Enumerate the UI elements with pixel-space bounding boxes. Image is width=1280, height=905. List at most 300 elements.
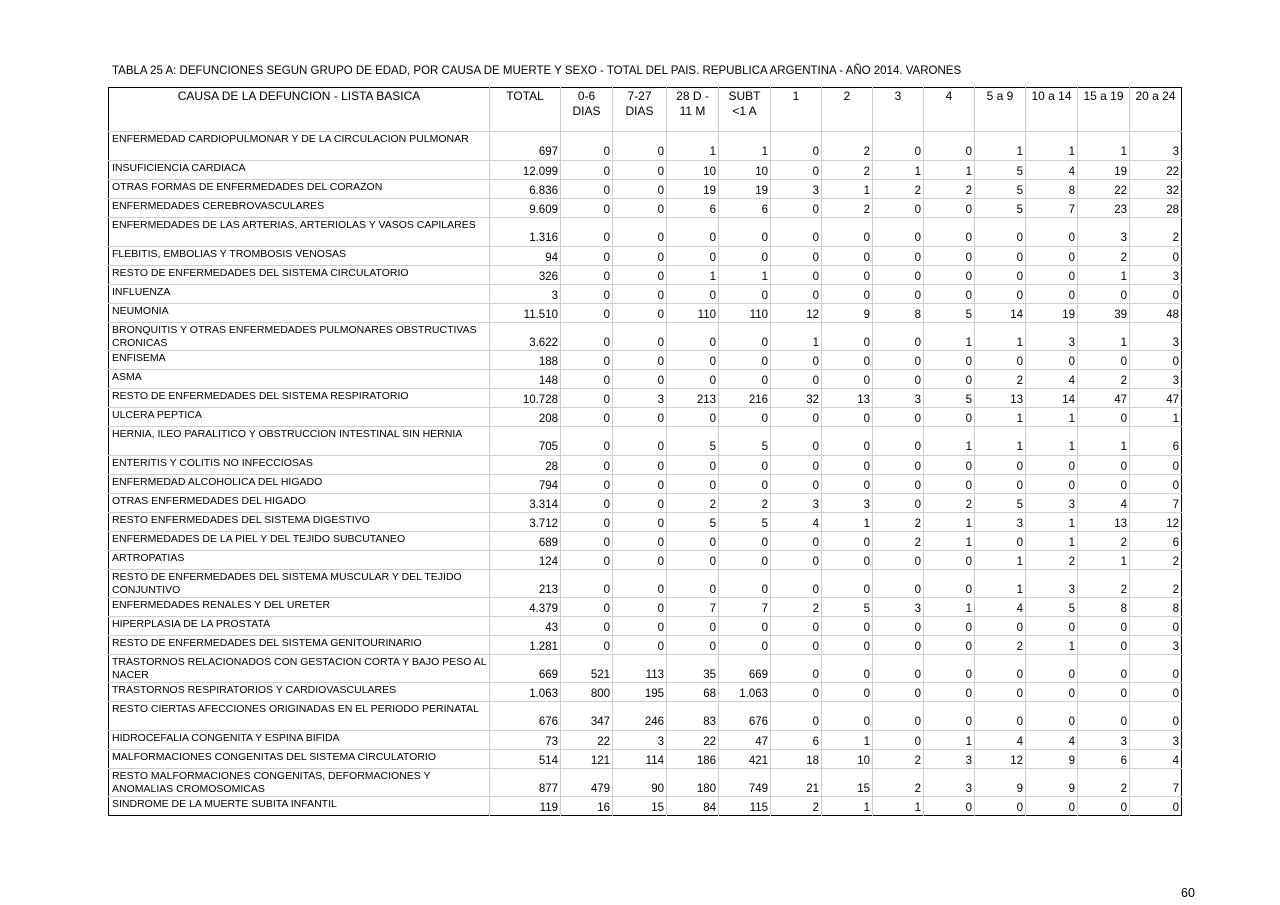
value-cell: 0 bbox=[924, 199, 975, 218]
value-cell: 2 bbox=[822, 161, 873, 180]
value-cell: 0 bbox=[667, 532, 719, 551]
value-cell: 2 bbox=[1026, 551, 1078, 570]
cause-cell: OTRAS ENFERMEDADES DEL HIGADO bbox=[109, 494, 490, 513]
value-cell: 0 bbox=[1026, 218, 1078, 247]
value-cell: 0 bbox=[1078, 351, 1130, 370]
table-row bbox=[109, 247, 1182, 266]
cause-cell: OTRAS FORMAS DE ENFERMEDADES DEL CORAZON bbox=[109, 180, 490, 199]
value-cell: 0 bbox=[975, 617, 1026, 636]
value-cell: 0 bbox=[924, 636, 975, 655]
table-row bbox=[109, 266, 1182, 285]
value-cell: 6 bbox=[1130, 532, 1182, 551]
value-cell: 2 bbox=[873, 769, 924, 797]
value-cell: 35 bbox=[667, 655, 719, 683]
value-cell: 0 bbox=[975, 351, 1026, 370]
value-cell: 1 bbox=[822, 797, 873, 816]
value-cell: 0 bbox=[1130, 683, 1182, 702]
value-cell: 2 bbox=[1130, 570, 1182, 598]
value-cell: 180 bbox=[667, 769, 719, 797]
value-cell: 47 bbox=[719, 731, 771, 750]
value-cell: 0 bbox=[719, 617, 771, 636]
value-cell: 115 bbox=[719, 797, 771, 816]
value-cell: 0 bbox=[667, 408, 719, 427]
value-cell: 0 bbox=[561, 636, 613, 655]
value-cell: 6 bbox=[719, 199, 771, 218]
table-row bbox=[109, 494, 1182, 513]
value-cell: 1 bbox=[771, 323, 822, 351]
cause-cell: ENFERMEDADES RENALES Y DEL URETER bbox=[109, 598, 490, 617]
cause-cell: SINDROME DE LA MUERTE SUBITA INFANTIL bbox=[109, 797, 490, 816]
cause-cell: HERNIA, ILEO PARALITICO Y OBSTRUCCION INTESTINAL SIN HERNIA bbox=[109, 427, 490, 456]
value-cell: 0 bbox=[1130, 797, 1182, 816]
value-cell: 0 bbox=[719, 636, 771, 655]
value-cell: 0 bbox=[667, 247, 719, 266]
column-header: 5 a 9 bbox=[975, 88, 1026, 132]
value-cell: 3 bbox=[771, 180, 822, 199]
value-cell: 2 bbox=[822, 132, 873, 161]
value-cell: 1 bbox=[1078, 132, 1130, 161]
table-row bbox=[109, 427, 1182, 456]
value-cell: 0 bbox=[613, 370, 667, 389]
value-cell: 2 bbox=[822, 199, 873, 218]
value-cell: 4.379 bbox=[490, 598, 561, 617]
cause-cell: HIDROCEFALIA CONGENITA Y ESPINA BIFIDA bbox=[109, 731, 490, 750]
value-cell: 13 bbox=[822, 389, 873, 408]
value-cell: 0 bbox=[975, 247, 1026, 266]
value-cell: 3.314 bbox=[490, 494, 561, 513]
value-cell: 0 bbox=[822, 636, 873, 655]
value-cell: 3 bbox=[1130, 266, 1182, 285]
value-cell: 0 bbox=[873, 475, 924, 494]
value-cell: 7 bbox=[667, 598, 719, 617]
value-cell: 8 bbox=[1130, 598, 1182, 617]
table-row bbox=[109, 551, 1182, 570]
value-cell: 13 bbox=[1078, 513, 1130, 532]
value-cell: 6 bbox=[771, 731, 822, 750]
value-cell: 0 bbox=[873, 456, 924, 475]
value-cell: 208 bbox=[490, 408, 561, 427]
value-cell: 0 bbox=[1078, 702, 1130, 731]
value-cell: 1 bbox=[975, 408, 1026, 427]
value-cell: 669 bbox=[719, 655, 771, 683]
value-cell: 0 bbox=[873, 570, 924, 598]
table-row bbox=[109, 570, 1182, 598]
value-cell: 216 bbox=[719, 389, 771, 408]
value-cell: 0 bbox=[719, 370, 771, 389]
value-cell: 1 bbox=[1026, 513, 1078, 532]
value-cell: 0 bbox=[975, 797, 1026, 816]
value-cell: 0 bbox=[667, 370, 719, 389]
value-cell: 0 bbox=[561, 180, 613, 199]
value-cell: 1 bbox=[1078, 266, 1130, 285]
value-cell: 0 bbox=[719, 218, 771, 247]
cause-cell: MALFORMACIONES CONGENITAS DEL SISTEMA CIRCULATORIO bbox=[109, 750, 490, 769]
column-header: SUBT <1 A bbox=[719, 88, 771, 132]
value-cell: 0 bbox=[771, 199, 822, 218]
table-row bbox=[109, 475, 1182, 494]
value-cell: 5 bbox=[667, 513, 719, 532]
table-row bbox=[109, 285, 1182, 304]
value-cell: 3 bbox=[924, 750, 975, 769]
value-cell: 9 bbox=[1026, 769, 1078, 797]
table-row bbox=[109, 655, 1182, 683]
value-cell: 0 bbox=[719, 570, 771, 598]
value-cell: 1 bbox=[822, 513, 873, 532]
value-cell: 0 bbox=[873, 702, 924, 731]
value-cell: 0 bbox=[561, 351, 613, 370]
table-row bbox=[109, 408, 1182, 427]
value-cell: 0 bbox=[613, 408, 667, 427]
value-cell: 1 bbox=[1078, 323, 1130, 351]
value-cell: 1 bbox=[1078, 427, 1130, 456]
value-cell: 1 bbox=[1026, 132, 1078, 161]
value-cell: 0 bbox=[613, 266, 667, 285]
value-cell: 0 bbox=[771, 351, 822, 370]
value-cell: 0 bbox=[873, 731, 924, 750]
column-header: 3 bbox=[873, 88, 924, 132]
value-cell: 0 bbox=[924, 570, 975, 598]
value-cell: 0 bbox=[561, 408, 613, 427]
value-cell: 1 bbox=[1130, 408, 1182, 427]
table-row bbox=[109, 180, 1182, 199]
value-cell: 0 bbox=[873, 132, 924, 161]
cause-cell: TRASTORNOS RELACIONADOS CON GESTACION CORTA Y BAJO PESO AL NACER bbox=[109, 655, 490, 683]
value-cell: 0 bbox=[561, 199, 613, 218]
value-cell: 1 bbox=[822, 731, 873, 750]
value-cell: 1 bbox=[1026, 408, 1078, 427]
value-cell: 1 bbox=[975, 570, 1026, 598]
value-cell: 2 bbox=[873, 180, 924, 199]
value-cell: 0 bbox=[613, 551, 667, 570]
column-header: 0-6 DIAS bbox=[561, 88, 613, 132]
value-cell: 0 bbox=[771, 683, 822, 702]
value-cell: 10.728 bbox=[490, 389, 561, 408]
value-cell: 794 bbox=[490, 475, 561, 494]
value-cell: 0 bbox=[873, 351, 924, 370]
value-cell: 3 bbox=[1130, 323, 1182, 351]
value-cell: 0 bbox=[822, 218, 873, 247]
value-cell: 10 bbox=[667, 161, 719, 180]
table-row bbox=[109, 304, 1182, 323]
value-cell: 15 bbox=[613, 797, 667, 816]
value-cell: 0 bbox=[667, 351, 719, 370]
value-cell: 0 bbox=[613, 304, 667, 323]
column-header: TOTAL bbox=[490, 88, 561, 132]
value-cell: 22 bbox=[1078, 180, 1130, 199]
value-cell: 3 bbox=[1026, 570, 1078, 598]
value-cell: 0 bbox=[719, 551, 771, 570]
cause-cell: RESTO DE ENFERMEDADES DEL SISTEMA CIRCULATORIO bbox=[109, 266, 490, 285]
value-cell: 0 bbox=[613, 285, 667, 304]
value-cell: 0 bbox=[719, 285, 771, 304]
table-row bbox=[109, 750, 1182, 769]
value-cell: 9 bbox=[1026, 750, 1078, 769]
value-cell: 2 bbox=[1078, 532, 1130, 551]
table-row bbox=[109, 456, 1182, 475]
column-header: 7-27 DIAS bbox=[613, 88, 667, 132]
value-cell: 0 bbox=[822, 266, 873, 285]
value-cell: 676 bbox=[719, 702, 771, 731]
value-cell: 0 bbox=[822, 475, 873, 494]
column-header: 4 bbox=[924, 88, 975, 132]
value-cell: 0 bbox=[924, 456, 975, 475]
value-cell: 2 bbox=[1130, 218, 1182, 247]
value-cell: 0 bbox=[561, 456, 613, 475]
value-cell: 0 bbox=[924, 797, 975, 816]
value-cell: 0 bbox=[771, 475, 822, 494]
value-cell: 0 bbox=[561, 598, 613, 617]
value-cell: 0 bbox=[822, 655, 873, 683]
value-cell: 0 bbox=[1078, 285, 1130, 304]
value-cell: 110 bbox=[667, 304, 719, 323]
value-cell: 0 bbox=[771, 427, 822, 456]
value-cell: 0 bbox=[924, 285, 975, 304]
value-cell: 0 bbox=[667, 570, 719, 598]
value-cell: 0 bbox=[873, 370, 924, 389]
cause-cell: RESTO ENFERMEDADES DEL SISTEMA DIGESTIVO bbox=[109, 513, 490, 532]
value-cell: 0 bbox=[873, 551, 924, 570]
value-cell: 0 bbox=[873, 636, 924, 655]
value-cell: 2 bbox=[924, 180, 975, 199]
value-cell: 0 bbox=[771, 532, 822, 551]
value-cell: 0 bbox=[719, 247, 771, 266]
value-cell: 19 bbox=[719, 180, 771, 199]
value-cell: 213 bbox=[667, 389, 719, 408]
value-cell: 12 bbox=[975, 750, 1026, 769]
value-cell: 3 bbox=[613, 389, 667, 408]
table-title: TABLA 25 A: DEFUNCIONES SEGUN GRUPO DE EDAD, POR CAUSA DE MUERTE Y SEXO - TOTAL DEL PAIS. REPUBLICA ARGENTINA - AÑO 2014. VARONES bbox=[112, 65, 962, 77]
value-cell: 0 bbox=[613, 636, 667, 655]
value-cell: 3 bbox=[873, 598, 924, 617]
value-cell: 0 bbox=[771, 247, 822, 266]
value-cell: 9 bbox=[975, 769, 1026, 797]
value-cell: 1 bbox=[924, 323, 975, 351]
value-cell: 2 bbox=[873, 532, 924, 551]
value-cell: 0 bbox=[771, 636, 822, 655]
value-cell: 19 bbox=[667, 180, 719, 199]
value-cell: 0 bbox=[667, 475, 719, 494]
value-cell: 6 bbox=[667, 199, 719, 218]
value-cell: 0 bbox=[771, 655, 822, 683]
value-cell: 2 bbox=[719, 494, 771, 513]
value-cell: 0 bbox=[613, 199, 667, 218]
value-cell: 0 bbox=[613, 494, 667, 513]
value-cell: 0 bbox=[561, 370, 613, 389]
value-cell: 5 bbox=[975, 161, 1026, 180]
table-row bbox=[109, 797, 1182, 816]
value-cell: 47 bbox=[1078, 389, 1130, 408]
value-cell: 705 bbox=[490, 427, 561, 456]
value-cell: 3 bbox=[771, 494, 822, 513]
value-cell: 6 bbox=[1130, 427, 1182, 456]
value-cell: 4 bbox=[975, 731, 1026, 750]
value-cell: 0 bbox=[1130, 351, 1182, 370]
value-cell: 7 bbox=[1130, 494, 1182, 513]
value-cell: 5 bbox=[719, 427, 771, 456]
value-cell: 1 bbox=[924, 532, 975, 551]
value-cell: 3 bbox=[1026, 494, 1078, 513]
value-cell: 1 bbox=[924, 598, 975, 617]
value-cell: 421 bbox=[719, 750, 771, 769]
value-cell: 0 bbox=[873, 617, 924, 636]
value-cell: 0 bbox=[924, 370, 975, 389]
value-cell: 5 bbox=[667, 427, 719, 456]
value-cell: 0 bbox=[822, 702, 873, 731]
value-cell: 0 bbox=[719, 408, 771, 427]
value-cell: 0 bbox=[924, 408, 975, 427]
value-cell: 0 bbox=[924, 551, 975, 570]
value-cell: 0 bbox=[822, 247, 873, 266]
value-cell: 0 bbox=[1130, 475, 1182, 494]
table-body bbox=[109, 132, 1182, 816]
value-cell: 1 bbox=[667, 132, 719, 161]
value-cell: 1 bbox=[975, 323, 1026, 351]
value-cell: 0 bbox=[771, 551, 822, 570]
value-cell: 0 bbox=[1078, 475, 1130, 494]
value-cell: 28 bbox=[490, 456, 561, 475]
table-row bbox=[109, 769, 1182, 797]
value-cell: 514 bbox=[490, 750, 561, 769]
value-cell: 1 bbox=[667, 266, 719, 285]
value-cell: 84 bbox=[667, 797, 719, 816]
value-cell: 14 bbox=[1026, 389, 1078, 408]
cause-cell: BRONQUITIS Y OTRAS ENFERMEDADES PULMONARES OBSTRUCTIVAS CRONICAS bbox=[109, 323, 490, 351]
value-cell: 0 bbox=[613, 218, 667, 247]
value-cell: 0 bbox=[561, 304, 613, 323]
value-cell: 7 bbox=[719, 598, 771, 617]
value-cell: 4 bbox=[1026, 161, 1078, 180]
value-cell: 213 bbox=[490, 570, 561, 598]
value-cell: 1 bbox=[873, 797, 924, 816]
value-cell: 5 bbox=[924, 389, 975, 408]
value-cell: 479 bbox=[561, 769, 613, 797]
value-cell: 2 bbox=[1078, 370, 1130, 389]
value-cell: 186 bbox=[667, 750, 719, 769]
value-cell: 0 bbox=[924, 132, 975, 161]
value-cell: 0 bbox=[975, 218, 1026, 247]
value-cell: 0 bbox=[613, 598, 667, 617]
cause-cell: TRASTORNOS RESPIRATORIOS Y CARDIOVASCULARES bbox=[109, 683, 490, 702]
value-cell: 0 bbox=[1026, 266, 1078, 285]
value-cell: 0 bbox=[1026, 351, 1078, 370]
value-cell: 0 bbox=[613, 427, 667, 456]
value-cell: 1 bbox=[924, 161, 975, 180]
value-cell: 0 bbox=[1026, 702, 1078, 731]
value-cell: 3.712 bbox=[490, 513, 561, 532]
value-cell: 749 bbox=[719, 769, 771, 797]
value-cell: 0 bbox=[873, 285, 924, 304]
value-cell: 0 bbox=[924, 475, 975, 494]
value-cell: 1 bbox=[1026, 532, 1078, 551]
value-cell: 23 bbox=[1078, 199, 1130, 218]
value-cell: 28 bbox=[1130, 199, 1182, 218]
value-cell: 73 bbox=[490, 731, 561, 750]
column-header: 1 bbox=[771, 88, 822, 132]
value-cell: 0 bbox=[667, 636, 719, 655]
value-cell: 2 bbox=[873, 513, 924, 532]
value-cell: 0 bbox=[667, 285, 719, 304]
value-cell: 5 bbox=[975, 199, 1026, 218]
value-cell: 3 bbox=[873, 389, 924, 408]
value-cell: 2 bbox=[1078, 769, 1130, 797]
value-cell: 2 bbox=[1078, 570, 1130, 598]
value-cell: 3 bbox=[1130, 731, 1182, 750]
value-cell: 0 bbox=[975, 532, 1026, 551]
table-row bbox=[109, 683, 1182, 702]
value-cell: 0 bbox=[771, 285, 822, 304]
value-cell: 0 bbox=[771, 617, 822, 636]
value-cell: 3 bbox=[1026, 323, 1078, 351]
value-cell: 18 bbox=[771, 750, 822, 769]
value-cell: 3 bbox=[822, 494, 873, 513]
value-cell: 2 bbox=[667, 494, 719, 513]
value-cell: 0 bbox=[771, 266, 822, 285]
value-cell: 2 bbox=[924, 494, 975, 513]
value-cell: 0 bbox=[561, 475, 613, 494]
table-row bbox=[109, 513, 1182, 532]
value-cell: 0 bbox=[719, 351, 771, 370]
value-cell: 0 bbox=[1026, 797, 1078, 816]
value-cell: 0 bbox=[1078, 636, 1130, 655]
value-cell: 0 bbox=[873, 323, 924, 351]
value-cell: 4 bbox=[771, 513, 822, 532]
table-row bbox=[109, 598, 1182, 617]
value-cell: 195 bbox=[613, 683, 667, 702]
value-cell: 1 bbox=[975, 551, 1026, 570]
value-cell: 0 bbox=[1130, 655, 1182, 683]
page-number: 60 bbox=[1181, 886, 1195, 900]
value-cell: 0 bbox=[613, 513, 667, 532]
value-cell: 1.063 bbox=[719, 683, 771, 702]
value-cell: 1 bbox=[1026, 427, 1078, 456]
value-cell: 4 bbox=[1026, 731, 1078, 750]
value-cell: 0 bbox=[771, 370, 822, 389]
value-cell: 12 bbox=[1130, 513, 1182, 532]
value-cell: 0 bbox=[1078, 683, 1130, 702]
value-cell: 0 bbox=[613, 323, 667, 351]
value-cell: 0 bbox=[822, 351, 873, 370]
value-cell: 0 bbox=[1130, 702, 1182, 731]
value-cell: 5 bbox=[975, 180, 1026, 199]
value-cell: 1 bbox=[924, 513, 975, 532]
value-cell: 0 bbox=[613, 180, 667, 199]
value-cell: 8 bbox=[1026, 180, 1078, 199]
value-cell: 1 bbox=[1026, 636, 1078, 655]
value-cell: 90 bbox=[613, 769, 667, 797]
table-row bbox=[109, 351, 1182, 370]
value-cell: 0 bbox=[613, 247, 667, 266]
value-cell: 2 bbox=[771, 598, 822, 617]
value-cell: 0 bbox=[561, 494, 613, 513]
value-cell: 0 bbox=[1078, 456, 1130, 475]
value-cell: 8 bbox=[1078, 598, 1130, 617]
value-cell: 7 bbox=[1130, 769, 1182, 797]
value-cell: 3.622 bbox=[490, 323, 561, 351]
value-cell: 0 bbox=[924, 266, 975, 285]
value-cell: 0 bbox=[822, 570, 873, 598]
value-cell: 0 bbox=[1026, 683, 1078, 702]
value-cell: 0 bbox=[975, 266, 1026, 285]
value-cell: 5 bbox=[719, 513, 771, 532]
value-cell: 3 bbox=[1078, 218, 1130, 247]
value-cell: 0 bbox=[873, 655, 924, 683]
cause-cell: RESTO DE ENFERMEDADES DEL SISTEMA GENITOURINARIO bbox=[109, 636, 490, 655]
table-row bbox=[109, 218, 1182, 247]
value-cell: 0 bbox=[975, 475, 1026, 494]
value-cell: 1 bbox=[822, 180, 873, 199]
cause-cell: ULCERA PEPTICA bbox=[109, 408, 490, 427]
value-cell: 0 bbox=[1078, 408, 1130, 427]
